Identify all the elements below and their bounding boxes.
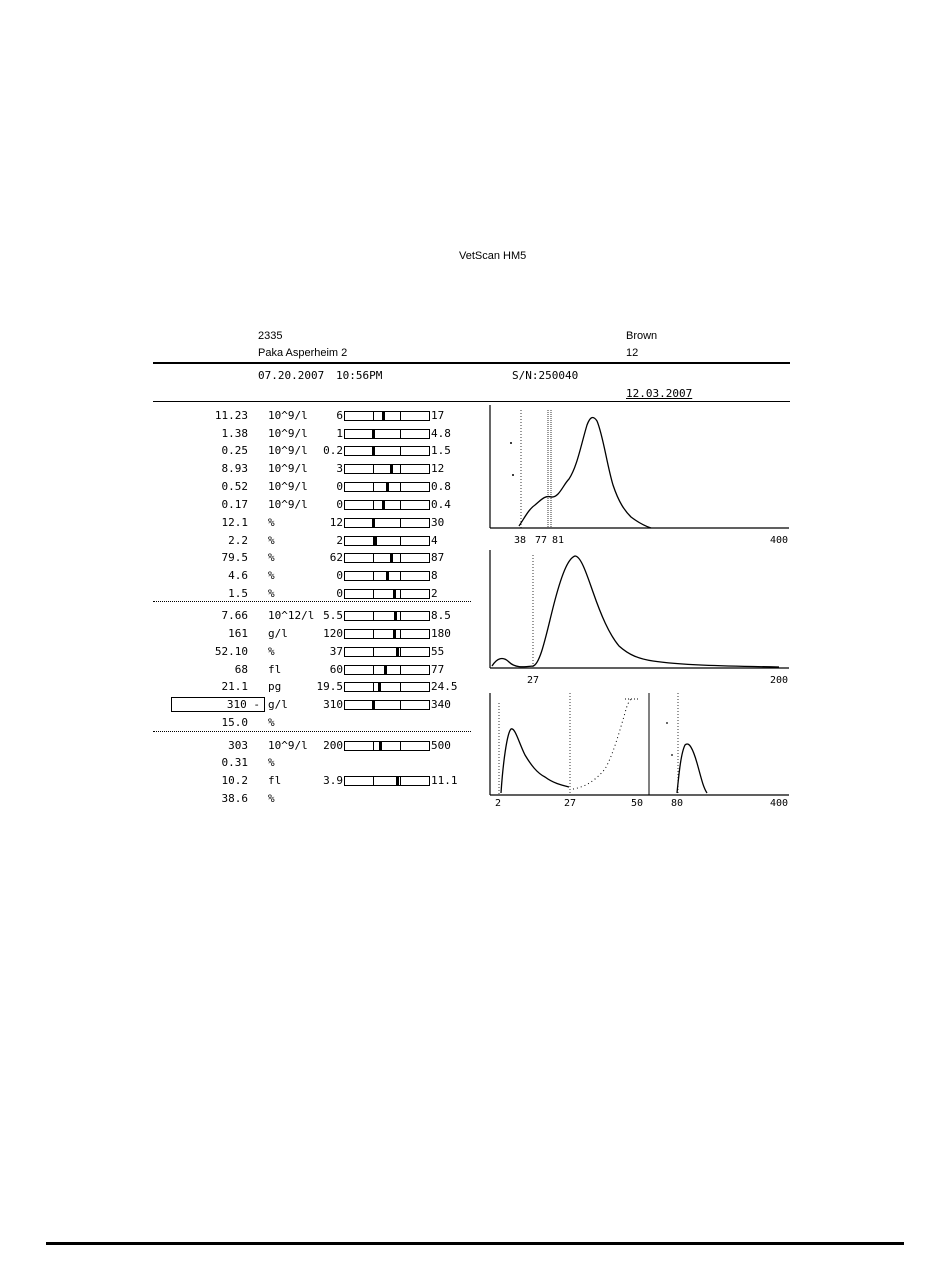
result-row	[150, 425, 470, 443]
result-row	[150, 514, 470, 532]
range-marker	[386, 571, 389, 581]
range-high: 30	[431, 516, 445, 529]
result-row	[150, 661, 470, 679]
result-row	[150, 442, 470, 460]
range-low: 0	[336, 480, 343, 493]
range-low: 6	[336, 409, 343, 422]
range-bar	[344, 500, 430, 510]
result-unit: %	[268, 516, 275, 529]
range-bar-tick	[373, 572, 374, 580]
range-high: 11.1	[431, 774, 458, 787]
result-row	[150, 643, 470, 661]
range-marker	[396, 776, 399, 786]
range-high: 1.5	[431, 444, 451, 457]
range-bar-tick	[400, 412, 401, 420]
range-high: 24.5	[431, 680, 458, 693]
result-value: 11.23	[214, 409, 248, 422]
range-marker	[374, 536, 377, 546]
range-bar-tick	[400, 483, 401, 491]
result-value: 10.2	[221, 774, 248, 787]
range-bar	[344, 411, 430, 421]
range-low: 0	[336, 569, 343, 582]
range-bar-tick	[373, 412, 374, 420]
range-bar-tick	[400, 501, 401, 509]
plt-axis-max: 400	[770, 798, 789, 809]
result-value: 4.6	[228, 569, 248, 582]
range-bar-tick	[373, 501, 374, 509]
result-unit: fl	[268, 663, 282, 676]
result-unit: %	[268, 756, 275, 769]
rbc-axis-max: 200	[770, 675, 789, 686]
rbc-plt-separator	[153, 731, 471, 732]
range-marker	[372, 518, 375, 528]
result-value: 1.38	[221, 427, 248, 440]
range-high: 500	[431, 739, 451, 752]
range-bar-tick	[373, 666, 374, 674]
range-bar-tick	[400, 465, 401, 473]
range-bar-tick	[373, 612, 374, 620]
result-unit: %	[268, 587, 275, 600]
range-high: 55	[431, 645, 445, 658]
test-date: 07.20.2007	[258, 369, 325, 382]
range-bar	[344, 647, 430, 657]
result-row	[150, 678, 470, 696]
range-bar-tick	[400, 612, 401, 620]
wbc-axis-tick-1: 38	[514, 535, 527, 546]
wbc-axis-tick-3: 81	[552, 535, 565, 546]
range-bar-tick	[400, 572, 401, 580]
range-high: 340	[431, 698, 451, 711]
range-marker	[379, 741, 382, 751]
range-high: 0.4	[431, 498, 451, 511]
wbc-rbc-separator	[153, 601, 471, 602]
result-row	[150, 567, 470, 585]
range-bar	[344, 629, 430, 639]
range-marker	[382, 500, 385, 510]
wbc-histogram	[489, 405, 789, 535]
result-unit: 10^9/l	[268, 462, 308, 475]
range-bar-tick	[400, 666, 401, 674]
range-low: 0	[336, 498, 343, 511]
result-row	[150, 532, 470, 550]
wbc-axis-max: 400	[770, 535, 789, 546]
range-bar-tick	[373, 483, 374, 491]
range-low: 37	[329, 645, 343, 658]
wbc-axis-tick-2: 77	[535, 535, 548, 546]
result-value: 0.52	[221, 480, 248, 493]
range-bar	[344, 482, 430, 492]
result-row	[150, 696, 470, 714]
range-low: 200	[323, 739, 343, 752]
range-low: 2	[336, 534, 343, 547]
result-value: 161	[228, 627, 248, 640]
range-marker	[372, 429, 375, 439]
result-unit: pg	[268, 680, 282, 693]
range-low: 62	[329, 551, 343, 564]
range-bar-tick	[373, 590, 374, 598]
result-value: 52.10	[214, 645, 248, 658]
range-high: 8	[431, 569, 438, 582]
result-row	[150, 460, 470, 478]
result-unit: 10^9/l	[268, 444, 308, 457]
range-bar-tick	[400, 519, 401, 527]
result-unit: fl	[268, 774, 282, 787]
range-bar-tick	[373, 683, 374, 691]
result-value: 79.5	[221, 551, 248, 564]
range-marker	[382, 411, 385, 421]
rbc-histogram	[489, 550, 789, 670]
result-unit: %	[268, 645, 275, 658]
range-bar	[344, 665, 430, 675]
range-high: 12	[431, 462, 445, 475]
animal-age: 12	[626, 347, 639, 359]
range-bar-tick	[373, 465, 374, 473]
result-unit: g/l	[268, 698, 288, 711]
rbc-axis-tick: 27	[527, 675, 540, 686]
range-bar	[344, 700, 430, 710]
range-marker	[386, 482, 389, 492]
result-row	[150, 625, 470, 643]
range-bar-tick	[400, 537, 401, 545]
animal-color: Brown	[626, 330, 658, 342]
result-unit: %	[268, 792, 275, 805]
range-low: 1	[336, 427, 343, 440]
result-value: 303	[228, 739, 248, 752]
range-high: 180	[431, 627, 451, 640]
result-value: 15.0	[221, 716, 248, 729]
reference-date: 12.03.2007	[626, 387, 693, 400]
range-marker	[378, 682, 381, 692]
result-value: 38.6	[221, 792, 248, 805]
range-bar	[344, 776, 430, 786]
range-bar-tick	[373, 630, 374, 638]
range-low: 0.2	[323, 444, 343, 457]
range-bar-tick	[373, 648, 374, 656]
range-bar	[344, 446, 430, 456]
result-unit: 10^9/l	[268, 498, 308, 511]
device-name: VetScan HM5	[459, 250, 527, 262]
range-bar-tick	[400, 590, 401, 598]
range-marker	[390, 553, 393, 563]
patient-id: 2335	[258, 330, 283, 342]
range-low: 0	[336, 587, 343, 600]
range-high: 77	[431, 663, 445, 676]
header-divider	[153, 362, 790, 364]
range-marker	[394, 611, 397, 621]
result-row	[150, 549, 470, 567]
range-bar-tick	[400, 648, 401, 656]
range-low: 310	[323, 698, 343, 711]
result-value: 0.17	[221, 498, 248, 511]
range-bar-tick	[373, 554, 374, 562]
range-bar-tick	[400, 701, 401, 709]
plt-axis-tick-27: 27	[564, 798, 577, 809]
result-row	[150, 772, 470, 790]
range-bar-tick	[373, 742, 374, 750]
range-low: 120	[323, 627, 343, 640]
serial-number: S/N:250040	[512, 369, 579, 382]
range-bar	[344, 429, 430, 439]
range-high: 4.8	[431, 427, 451, 440]
range-bar-tick	[400, 430, 401, 438]
results-divider	[153, 401, 790, 402]
range-high: 4	[431, 534, 438, 547]
result-row	[150, 790, 470, 808]
range-bar	[344, 464, 430, 474]
result-unit: g/l	[268, 627, 288, 640]
range-low: 5.5	[323, 609, 343, 622]
range-low: 3.9	[323, 774, 343, 787]
result-row	[150, 496, 470, 514]
page-footer-rule	[46, 1242, 904, 1245]
range-bar	[344, 536, 430, 546]
range-bar	[344, 741, 430, 751]
result-row	[150, 607, 470, 625]
owner-name: Paka Asperheim 2	[258, 347, 348, 359]
result-row	[150, 754, 470, 772]
result-value: 7.66	[221, 609, 248, 622]
range-bar-tick	[400, 630, 401, 638]
result-value: 0.31	[221, 756, 248, 769]
range-high: 17	[431, 409, 445, 422]
result-value: 310 -	[171, 697, 265, 712]
range-low: 12	[329, 516, 343, 529]
result-value: 68	[234, 663, 248, 676]
range-high: 0.8	[431, 480, 451, 493]
range-marker	[393, 589, 396, 599]
range-bar	[344, 682, 430, 692]
plt-axis-tick-80: 80	[671, 798, 684, 809]
range-marker	[396, 647, 399, 657]
range-marker	[384, 665, 387, 675]
range-bar	[344, 553, 430, 563]
result-unit: %	[268, 569, 275, 582]
range-bar-tick	[400, 777, 401, 785]
test-time: 10:56PM	[336, 369, 383, 382]
range-bar-tick	[400, 683, 401, 691]
range-bar	[344, 589, 430, 599]
range-low: 3	[336, 462, 343, 475]
range-marker	[390, 464, 393, 474]
range-low: 60	[329, 663, 343, 676]
range-high: 2	[431, 587, 438, 600]
result-value: 12.1	[221, 516, 248, 529]
range-bar-tick	[373, 777, 374, 785]
range-low: 19.5	[316, 680, 343, 693]
range-high: 8.5	[431, 609, 451, 622]
range-bar	[344, 611, 430, 621]
result-row	[150, 407, 470, 425]
result-unit: %	[268, 551, 275, 564]
range-high: 87	[431, 551, 445, 564]
range-bar	[344, 518, 430, 528]
result-unit: 10^9/l	[268, 409, 308, 422]
result-value: 2.2	[228, 534, 248, 547]
result-unit: 10^9/l	[268, 739, 308, 752]
result-unit: 10^9/l	[268, 480, 308, 493]
result-value: 1.5	[228, 587, 248, 600]
range-marker	[372, 700, 375, 710]
result-unit: %	[268, 716, 275, 729]
plt-axis-tick-50: 50	[631, 798, 644, 809]
result-row	[150, 714, 470, 732]
result-unit: 10^12/l	[268, 609, 315, 622]
result-value: 21.1	[221, 680, 248, 693]
range-bar-tick	[400, 447, 401, 455]
range-bar-tick	[400, 554, 401, 562]
result-value: 0.25	[221, 444, 248, 457]
result-row	[150, 478, 470, 496]
result-unit: %	[268, 534, 275, 547]
result-row	[150, 737, 470, 755]
range-marker	[372, 446, 375, 456]
range-bar-tick	[400, 742, 401, 750]
range-bar	[344, 571, 430, 581]
plt-histogram	[489, 693, 789, 798]
result-value: 8.93	[221, 462, 248, 475]
plt-axis-tick-2: 2	[495, 798, 502, 809]
result-unit: 10^9/l	[268, 427, 308, 440]
range-marker	[393, 629, 396, 639]
